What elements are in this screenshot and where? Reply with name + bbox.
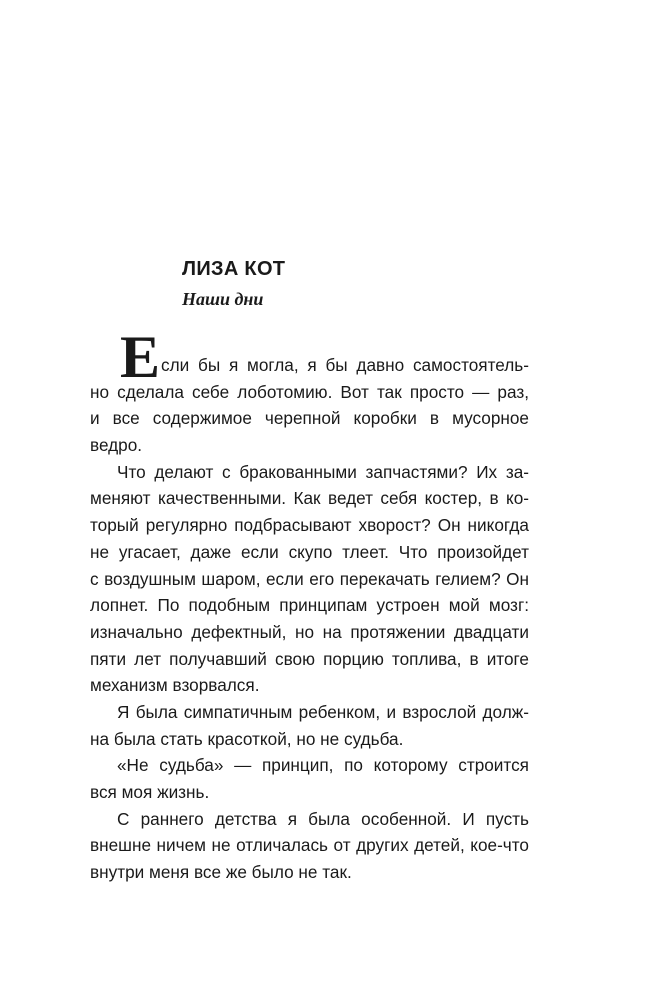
text-line: лопнет. По подобным принципам устроен мой мозг: [90, 595, 529, 616]
text-line: и все содержимое черепной коробки в мусорное [90, 408, 529, 429]
text-line: торый регулярно подбрасывают хворост? Он никогда [90, 515, 529, 536]
text-line: Что делают с бракованными запчастями? Их за- [117, 461, 529, 482]
author-name: ЛИЗА КОТ [182, 258, 286, 280]
text-line: не угасает, даже если скупо тлеет. Что произойдет [90, 541, 529, 562]
text-line: меняют качественными. Как ведет себя костер, в ко- [90, 488, 529, 509]
text-line: внутри меня все же было не так. [90, 862, 352, 883]
text-line: «Не судьба» — принцип, по которому строится [117, 755, 529, 776]
body-text [90, 324, 529, 886]
first-line-with-drop-cap [90, 324, 529, 390]
text-line: внешне ничем не отличалась от других детей, кое-что [90, 835, 529, 856]
text-line: на была стать красоткой, но не судьба. [90, 728, 404, 749]
text-line: но сделала себе лоботомию. Вот так просто — раз, [90, 381, 529, 402]
text-line: изначально дефектный, но на протяжении двадцати [90, 621, 529, 642]
text-line: С раннего детства я была особенной. И пусть [117, 808, 529, 829]
text-line: вся моя жизнь. [90, 782, 210, 802]
text-line: механизм взорвался. [90, 675, 260, 696]
text-line: с воздушным шаром, если его перекачать гелием? Он [90, 568, 529, 589]
text-line: ведро. [90, 435, 143, 456]
text-line: сли бы я могла, я бы давно самостоятель- [161, 355, 529, 375]
text-line: Я была симпатичным ребенком, и взрослой долж- [117, 701, 529, 722]
story-title: Наши дни [182, 289, 264, 309]
text-line: пяти лет получавший свою порцию топлива, в итоге [90, 648, 529, 669]
drop-cap: Е [120, 324, 159, 390]
